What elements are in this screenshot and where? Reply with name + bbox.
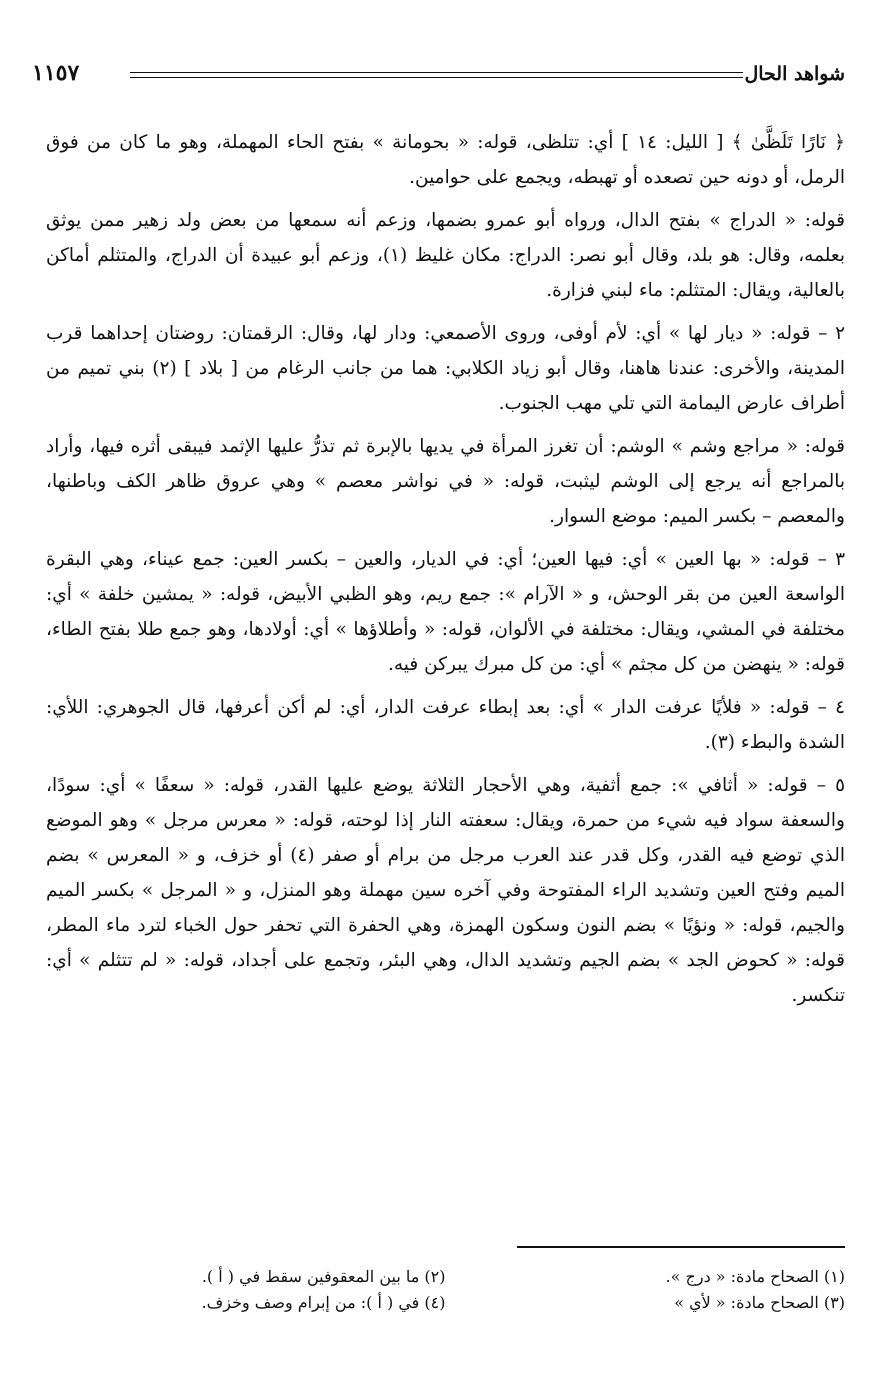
header-rule [130,72,743,73]
paragraph: ٥ – قوله: « أثافي »: جمع أثفية، وهي الأحجار الثلاثة يوضع عليها القدر، قوله: « سعفًا » أي: سودًا، والسعفة سواد فيه شيء من حمرة، ويقال: سعفته النار إذا لوحته، قوله: « معرس مرجل » وهو الموضع الذي توضع فيه القدر، وكل قدر عند العرب مرجل من برام أو صفر (٤) أو خزف، و « المعرس » بضم الميم وفتح العين وتشديد الراء المفتوحة وفي آخره سين مهملة وهو المنزل، و « المرجل » بكسر الميم والجيم، قوله: « ونؤيًا » بضم النون وسكون الهمزة، وهي الحفرة التي تحفر حول الخباء لترد ماء المطر، قوله: « كحوض الجد » بضم الجيم وتشديد الدال، وهي البئر، وتجمع على أجداد، قوله: « لم تتثلم » أي: تنكسر. [46,775,845,1006]
footnote: (١) الصحاح مادة: « درج ». [665,1267,845,1286]
footnote-separator [517,1246,845,1248]
header-rule [130,77,743,78]
footnotes [46,1264,845,1316]
footnote: (٤) في ( أ ): من إبرام وصف وخزف. [201,1293,446,1312]
paragraph: قوله: « الدراج » بفتح الدال، ورواه أبو عمرو بضمها، وزعم أنه سمعها من بعض ولد زهير ممن يوثق بعلمه، وقال: هو بلد، وقال أبو نصر: الدراج: مكان غليظ (١)، وزعم أبو عبيدة أن الدراج، والمتثلم أماكن بالعالية، ويقال: المتثلم: ماء لبني فزارة. [46,210,845,301]
running-title: شواهد الحال [744,63,845,85]
paragraph: ٤ – قوله: « فلأيًا عرفت الدار » أي: بعد إبطاء عرفت الدار، أي: لم أكن أعرفها، قال الجوهري: اللأي: الشدة والبطء (٣). [46,697,845,753]
page-number: ١١٥٧ [32,60,80,86]
footnote-row [46,1290,845,1316]
footnote: (٣) الصحاح مادة: « لأي » [674,1293,845,1312]
paragraph: قوله: « مراجع وشم » الوشم: أن تغرز المرأة في يديها بالإبرة ثم تذرُّ عليها الإثمد فيبقى أثره فيها، وأراد بالمراجع أنه يرجع إلى الوشم ليثبت، قوله: « في نواشر معصم » وهي عروق ظاهر الكف وباطنها، والمعصم – بكسر الميم: موضع السوار. [46,436,845,527]
paragraph: ٣ – قوله: « بها العين » أي: فيها العين؛ أي: في الديار، والعين – بكسر العين: جمع عيناء، وهي البقرة الواسعة العين من بقر الوحش، و « الآرام »: جمع ريم، وهو الظبي الأبيض، قوله: « يمشين خلفة » أي: مختلفة في المشي، ويقال: مختلفة في الألوان، قوله: « وأطلاؤها » أي: أولادها، وهو جمع طلا بفتح الطاء، قوله: « ينهضن من كل مجثم » أي: من كل مبرك يبركن فيه. [46,549,845,675]
paragraph: ٢ – قوله: « ديار لها » أي: لأم أوفى، وروى الأصمعي: ودار لها، وقال: الرقمتان: روضتان إحداهما قرب المدينة، والأخرى: عندنا هاهنا، وقال أبو زياد الكلابي: هما من جانب الرغام من [ بلاد ] (٢) بني تميم من أطراف عارض اليمامة التي تلي مهب الجنوب. [46,323,845,414]
page-header [32,60,845,90]
main-text [46,125,845,1021]
footnote: (٢) ما بين المعقوفين سقط في ( أ ). [201,1267,446,1286]
footnote-row [46,1264,845,1290]
paragraph: ﴿ نَارًا تَلَظَّىٰ ﴾ [ الليل: ١٤ ] أي: تتلظى، قوله: « بحومانة » بفتح الحاء المهملة، وهو ما كان من فوق الرمل، أو دونه حين تصعده أو تهبطه، ويجمع على حوامين. [46,132,846,188]
